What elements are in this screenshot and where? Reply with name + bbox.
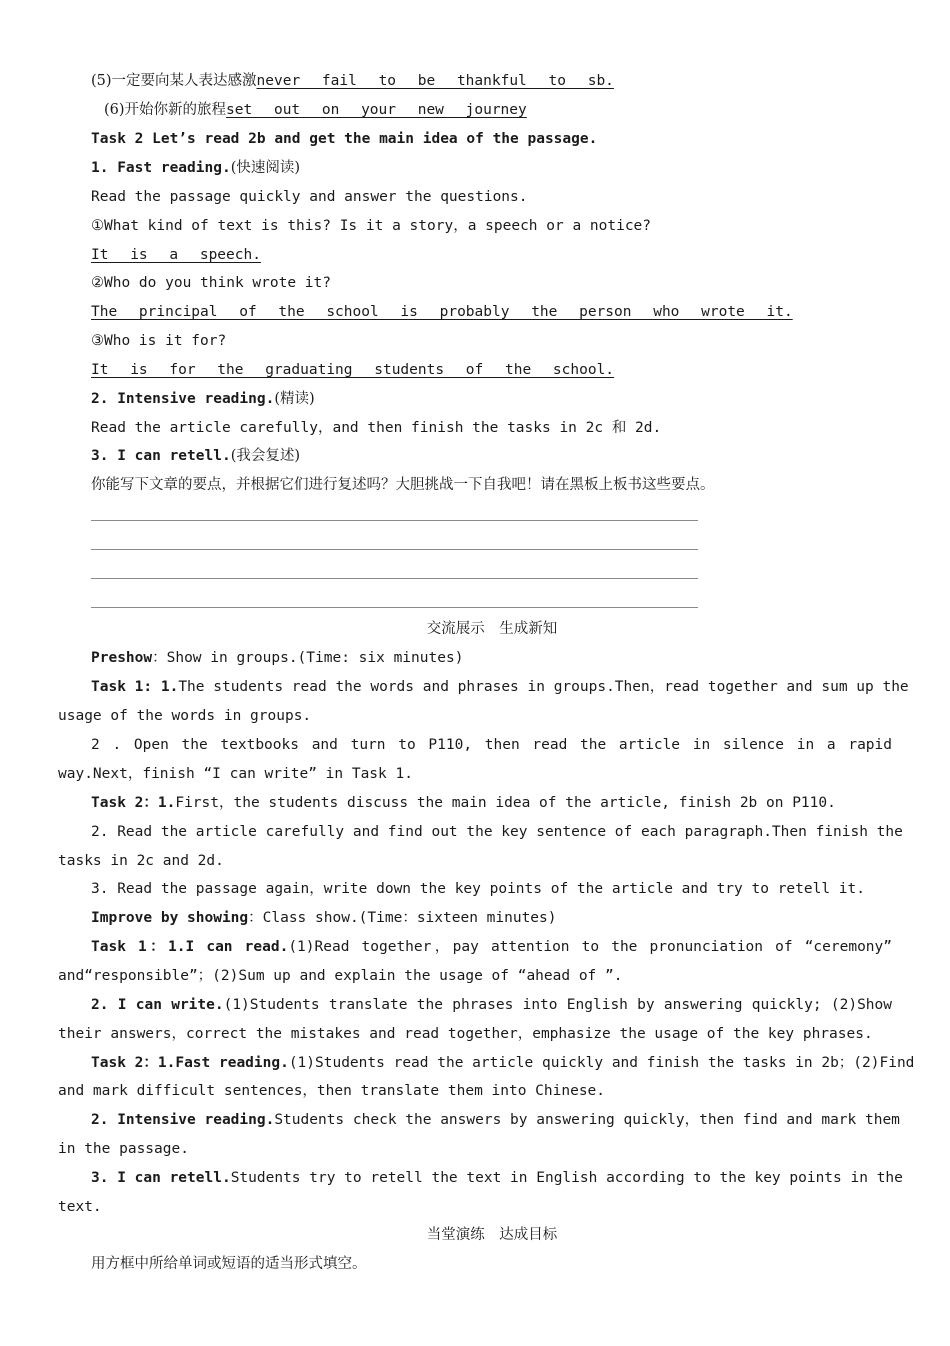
- preshow-task1-item2-line1: 2 . Open the textbooks and turn to P110, then read the article in silence in a rapid: [91, 737, 892, 753]
- phrase-5-answer: never fail to be thankful to sb.: [256, 73, 614, 89]
- improve-task2-line1: [91, 1049, 915, 1078]
- preshow-task2-item2-line1: 2. Read the article carefully and find out the key sentence of each paragraph.Then finish the: [91, 824, 903, 840]
- improve-task1-label: Task 1：1.I can read.: [91, 939, 289, 955]
- preshow-task2-item2-line2: tasks in 2c and 2d.: [58, 853, 224, 869]
- practice-instruction: 用方框中所给单词或短语的适当形式填空。: [91, 1256, 367, 1272]
- improve-task2-item3-text: Students try to retell the text in English according to the key points in the: [230, 1170, 903, 1186]
- answer-blank-line[interactable]: [91, 607, 698, 608]
- improve-label: Improve by showing: [91, 910, 249, 926]
- retell-cn: (我会复述): [230, 448, 301, 464]
- answer-3-text: It is for the graduating students of the school.: [91, 362, 615, 378]
- improve-task2-item3-line1: [91, 1164, 903, 1193]
- preshow-task1-line1: [91, 673, 909, 702]
- improve-task1-item2-label: 2. I can write.: [91, 997, 224, 1013]
- phrase-6-answer: set out on your new journey: [226, 102, 527, 118]
- section-title-show: 交流展示 生成新知: [426, 621, 558, 637]
- fast-reading-instruction: Read the passage quickly and answer the questions.: [91, 189, 528, 205]
- intensive-reading-cn: (精读): [274, 391, 315, 407]
- improve-task2-item2-text: Students check the answers by answering quickly，then find and mark them: [274, 1112, 900, 1128]
- fast-reading-heading: [91, 154, 892, 183]
- preshow-line: [91, 644, 892, 673]
- phrase-6: [104, 96, 938, 125]
- intensive-reading-label: 2. Intensive reading.: [91, 391, 275, 407]
- preshow-task2-text: First，the students discuss the main idea of the article, finish 2b on P110.: [175, 795, 836, 811]
- intensive-reading-instruction: Read the article carefully，and then finish the tasks in 2c 和 2d.: [91, 420, 662, 436]
- answer-2-text: The principal of the school is probably the person who wrote it.: [91, 304, 793, 320]
- improve-task2-item2-line1: [91, 1106, 900, 1135]
- fast-reading-cn: (快速阅读): [230, 160, 301, 176]
- answer-blank-line[interactable]: [91, 520, 698, 521]
- phrase-5-prompt: (5)一定要向某人表达感激: [91, 73, 257, 89]
- improve-task2-text: (1)Students read the article quickly and finish the tasks in 2b；(2)Find: [288, 1055, 915, 1071]
- preshow-task2-label: Task 2：1.: [91, 795, 176, 811]
- preshow-text: ：Show in groups.(Time: six minutes): [152, 650, 464, 666]
- preshow-label: Preshow: [91, 650, 153, 666]
- improve-task2-item2-label: 2. Intensive reading.: [91, 1112, 275, 1128]
- improve-task2-item2-line2: in the passage.: [58, 1141, 189, 1157]
- improve-task1-item2-line2: their answers，correct the mistakes and read together，emphasize the usage of the key phrases.: [58, 1026, 873, 1042]
- task2-heading: [91, 125, 892, 154]
- improve-task1-text: (1)Read together，pay attention to the pronunciation of “ceremony”: [288, 939, 893, 955]
- answer-blank-line[interactable]: [91, 549, 698, 550]
- improve-task2-line2: and mark difficult sentences，then translate them into Chinese.: [58, 1083, 606, 1099]
- improve-text: ：Class show.(Time：sixteen minutes): [248, 910, 557, 926]
- section-title-practice: 当堂演练 达成目标: [426, 1227, 558, 1243]
- improve-task1-line1: [91, 933, 892, 962]
- preshow-task1-text: The students read the words and phrases in groups.Then，read together and sum up the: [178, 679, 909, 695]
- preshow-task2-item3: 3. Read the passage again，write down the key points of the article and try to retell it.: [91, 881, 865, 897]
- retell-instruction: 你能写下文章的要点，并根据它们进行复述吗？大胆挑战一下自我吧！请在黑板上板书这些要点。: [91, 477, 715, 493]
- retell-heading: [91, 442, 892, 471]
- phrase-6-prompt: (6)开始你新的旅程: [104, 102, 227, 118]
- question-3: ③Who is it for?: [91, 333, 227, 349]
- answer-blank-line[interactable]: [91, 578, 698, 579]
- answer-1-text: It is a speech.: [91, 247, 261, 263]
- question-1: ①What kind of text is this? Is it a story，a speech or a notice?: [91, 218, 652, 234]
- improve-task2-item3-label: 3. I can retell.: [91, 1170, 231, 1186]
- preshow-task1-line2: usage of the words in groups.: [58, 708, 312, 724]
- answer-1: [91, 241, 892, 270]
- answer-2: [91, 298, 892, 327]
- preshow-task1-label: Task 1: 1.: [91, 679, 179, 695]
- question-2: ②Who do you think wrote it?: [91, 275, 331, 291]
- intensive-reading-heading: [91, 385, 892, 414]
- improve-task2-item3-line2: text.: [58, 1199, 102, 1215]
- improve-task2-label: Task 2：1.Fast reading.: [91, 1055, 289, 1071]
- improve-task1-item2-line1: [91, 991, 892, 1020]
- task2-heading-text: Task 2 Let’s read 2b and get the main idea of the passage.: [91, 131, 598, 147]
- answer-3: [91, 356, 892, 385]
- fast-reading-label: 1. Fast reading.: [91, 160, 231, 176]
- phrase-5: [91, 67, 892, 96]
- improve-task1-line2: and“responsible”；(2)Sum up and explain the usage of “ahead of ”.: [58, 968, 623, 984]
- retell-label: 3. I can retell.: [91, 448, 231, 464]
- preshow-task2-line: [91, 789, 892, 818]
- improve-task1-item2-text: (1)Students translate the phrases into English by answering quickly; (2)Show: [223, 997, 892, 1013]
- preshow-task1-item2-line2: way.Next，finish “I can write” in Task 1.: [58, 766, 413, 782]
- improve-line: [91, 904, 892, 933]
